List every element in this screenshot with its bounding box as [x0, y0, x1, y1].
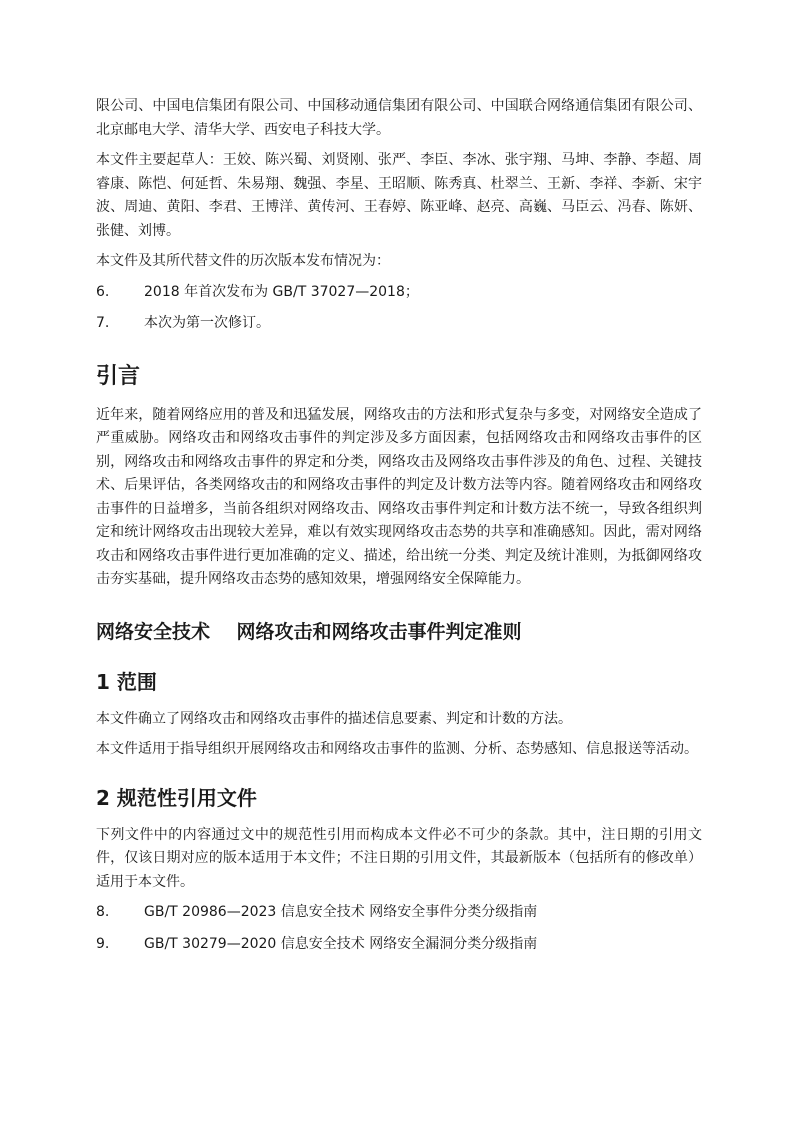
list-number: 8.	[96, 904, 110, 920]
foreword-units-tail: 限公司、中国电信集团有限公司、中国移动通信集团有限公司、中国联合网络通信集团有限公司、北京邮电大学、清华大学、西安电子科技大学。	[96, 98, 702, 138]
document-page	[96, 95, 702, 964]
list-number: 9.	[96, 935, 110, 952]
scope-paragraph-2: 本文件适用于指导组织开展网络攻击和网络攻击事件的监测、分析、态势感知、信息报送等活动。	[96, 741, 698, 757]
normative-references-paragraph: 下列文件中的内容通过文中的规范性引用而构成本文件必不可少的条款。其中，注日期的引用文件，仅该日期对应的版本适用于本文件；不注日期的引用文件，其最新版本（包括所有的修改单）适用于本文件。	[96, 826, 702, 890]
foreword-drafters: 本文件主要起草人：王姣、陈兴蜀、刘贤刚、张严、李臣、李冰、张宇翔、马坤、李静、李超、周睿康、陈恺、何延哲、朱易翔、魏强、李星、王昭顺、陈秀真、杜翠兰、王新、李祥、李新、宋宇波、周迪、黄阳、李君、王博洋、黄传河、王春婷、陈亚峰、赵亮、高巍、马臣云、冯春、陈妍、张健、刘博。	[96, 152, 702, 239]
list-text: 2018 年首次发布为 GB/T 37027—2018；	[144, 283, 419, 300]
list-item	[96, 901, 702, 925]
document-title: 网络安全技术 网络攻击和网络攻击事件判定准则	[96, 620, 522, 643]
list-item	[96, 933, 702, 957]
list-text: GB/T 30279—2020 信息安全技术 网络安全漏洞分类分级指南	[144, 935, 538, 952]
introduction-heading: 引言	[96, 363, 141, 389]
list-number: 6.	[96, 283, 110, 300]
list-item	[96, 281, 702, 305]
scope-paragraph-1: 本文件确立了网络攻击和网络攻击事件的描述信息要素、判定和计数的方法。	[96, 710, 572, 727]
list-item	[96, 312, 702, 336]
list-number: 7.	[96, 315, 110, 331]
list-text: 本次为第一次修订。	[144, 315, 270, 331]
normative-references-heading: 2 规范性引用文件	[96, 785, 257, 810]
list-text: GB/T 20986—2023 信息安全技术 网络安全事件分类分级指南	[144, 904, 538, 920]
introduction-text: 近年来，随着网络应用的普及和迅猛发展，网络攻击的方法和形式复杂与多变，对网络安全造成了严重威胁。网络攻击和网络攻击事件的判定涉及多方面因素，包括网络攻击和网络攻击事件的区别，网络攻击和网络攻击事件的界定和分类，网络攻击及网络攻击事件涉及的角色、过程、关键技术、后果评估，各类网络攻击的和网络攻击事件的判定及计数方法等内容。随着网络攻击和网络攻击事件的日益增多，当前各组织对网络攻击、网络攻击事件判定和计数方法不统一，导致各组织判定和统计网络攻击出现较大差异，难以有效实现网络攻击态势的共享和准确感知。因此，需对网络攻击和网络攻击事件进行更加准确的定义、描述，给出统一分类、判定及统计准则，为抵御网络攻击夯实基础，提升网络攻击态势的感知效果，增强网络安全保障能力。	[96, 406, 702, 587]
scope-heading: 1 范围	[96, 669, 157, 694]
foreword-history-intro: 本文件及其所代替文件的历次版本发布情况为：	[96, 253, 390, 269]
